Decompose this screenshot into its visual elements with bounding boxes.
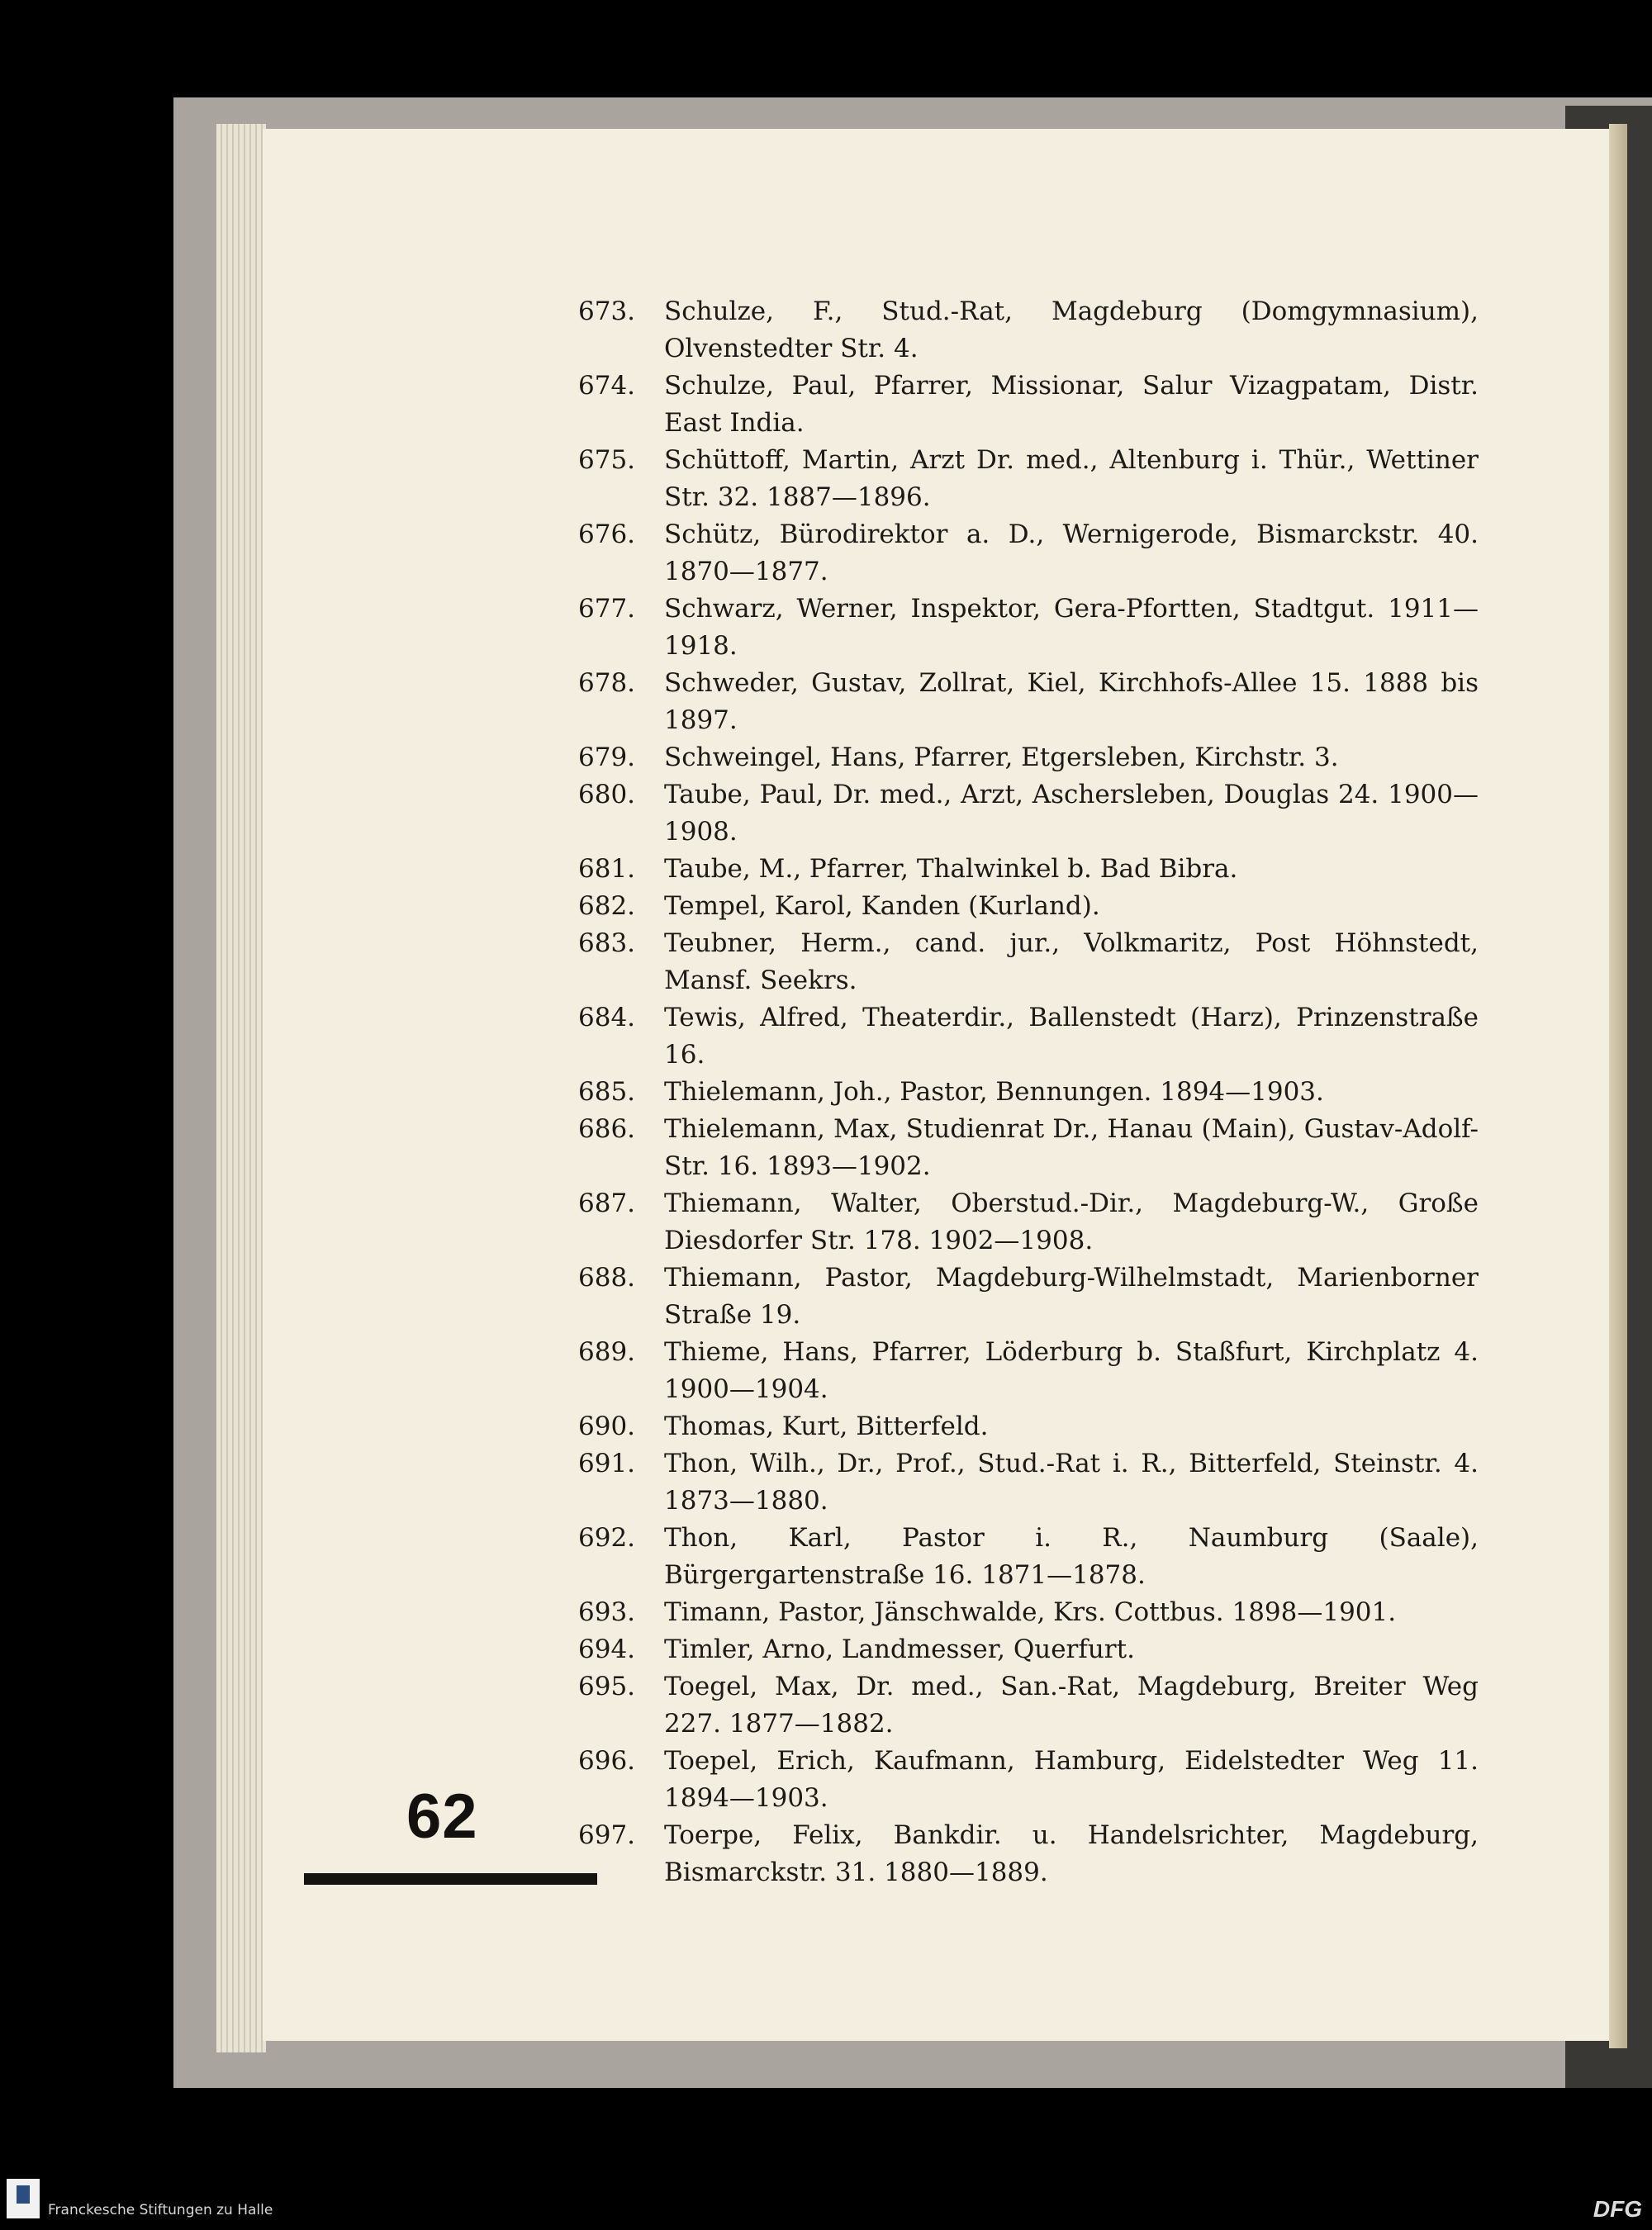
entry-number: 697.: [578, 1820, 636, 1850]
entry-number: 673.: [578, 297, 636, 326]
entry-number: 688.: [578, 1263, 636, 1293]
list-item: [578, 925, 1479, 999]
entry-number: 690.: [578, 1412, 636, 1441]
entry-text: Toegel, Max, Dr. med., San.-Rat, Magdeburg, Breiter Weg 227. 1877—1882.: [664, 1672, 1479, 1739]
entry-text: Teubner, Herm., cand. jur., Volkmaritz, Post Höhnstedt, Mansf. Seekrs.: [664, 928, 1479, 995]
entry-number: 695.: [578, 1672, 636, 1701]
list-item: [578, 1185, 1479, 1260]
entry-text: Thiemann, Walter, Oberstud.-Dir., Magdeburg-W., Große Diesdorfer Str. 178. 1902—1908.: [664, 1189, 1479, 1255]
entry-text: Schulze, F., Stud.-Rat, Magdeburg (Domgymnasium), Olvenstedter Str. 4.: [664, 297, 1479, 363]
entry-number: 689.: [578, 1337, 636, 1367]
list-item: [578, 739, 1479, 776]
list-item: [578, 1631, 1479, 1668]
entry-text: Thielemann, Max, Studienrat Dr., Hanau (Main), Gustav-Adolf-Str. 16. 1893—1902.: [664, 1114, 1479, 1181]
entry-text: Thiemann, Pastor, Magdeburg-Wilhelmstadt, Marienborner Straße 19.: [664, 1263, 1479, 1330]
entry-number: 696.: [578, 1746, 636, 1776]
entry-text: Timler, Arno, Landmesser, Querfurt.: [664, 1635, 1135, 1664]
list-item: [578, 1817, 1479, 1891]
entry-number: 694.: [578, 1635, 636, 1664]
entry-number: 685.: [578, 1077, 636, 1107]
entry-number: 678.: [578, 668, 636, 698]
entry-list: [578, 293, 1479, 1891]
list-item: [578, 851, 1479, 888]
entry-text: Tewis, Alfred, Theaterdir., Ballenstedt (Harz), Prinzenstraße 16.: [664, 1003, 1479, 1070]
list-item: [578, 293, 1479, 368]
list-item: [578, 516, 1479, 591]
page-edges: [216, 124, 266, 2052]
list-item: [578, 1408, 1479, 1445]
list-item: [578, 1668, 1479, 1743]
entry-text: Thon, Karl, Pastor i. R., Naumburg (Saale), Bürgergartenstraße 16. 1871—1878.: [664, 1523, 1479, 1590]
list-item: [578, 1260, 1479, 1334]
list-item: [578, 591, 1479, 665]
list-item: [578, 888, 1479, 925]
entry-text: Thomas, Kurt, Bitterfeld.: [664, 1412, 989, 1441]
logo-mark-icon: [17, 2185, 30, 2204]
list-item: [578, 776, 1479, 851]
entry-number: 681.: [578, 854, 636, 884]
entry-text: Taube, Paul, Dr. med., Arzt, Aschersleben, Douglas 24. 1900—1908.: [664, 780, 1479, 847]
entry-text: Thieme, Hans, Pfarrer, Löderburg b. Staßfurt, Kirchplatz 4. 1900—1904.: [664, 1337, 1479, 1404]
entry-number: 683.: [578, 928, 636, 958]
list-item: [578, 368, 1479, 442]
list-item: [578, 1334, 1479, 1408]
list-item: [578, 1743, 1479, 1817]
dfg-logo: DFG: [1593, 2196, 1642, 2222]
entry-number: 691.: [578, 1449, 636, 1478]
entry-text: Schulze, Paul, Pfarrer, Missionar, Salur Vizagpatam, Distr. East India.: [664, 371, 1479, 438]
entry-number: 693.: [578, 1597, 636, 1627]
institution-credit: Franckesche Stiftungen zu Halle: [48, 2202, 273, 2218]
list-item: [578, 1074, 1479, 1111]
entry-number: 675.: [578, 445, 636, 475]
entry-number: 677.: [578, 594, 636, 624]
entry-number: 680.: [578, 780, 636, 809]
page-number: 62: [406, 1782, 478, 1852]
entry-text: Schweder, Gustav, Zollrat, Kiel, Kirchhofs-Allee 15. 1888 bis 1897.: [664, 668, 1479, 735]
entry-number: 687.: [578, 1189, 636, 1218]
entry-number: 686.: [578, 1114, 636, 1144]
entry-text: Toerpe, Felix, Bankdir. u. Handelsrichter, Magdeburg, Bismarckstr. 31. 1880—1889.: [664, 1820, 1479, 1887]
entry-number: 676.: [578, 520, 636, 549]
list-item: [578, 665, 1479, 739]
entry-text: Schütz, Bürodirektor a. D., Wernigerode, Bismarckstr. 40. 1870—1877.: [664, 520, 1479, 586]
entry-text: Schwarz, Werner, Inspektor, Gera-Pfortten, Stadtgut. 1911—1918.: [664, 594, 1479, 661]
entry-text: Tempel, Karol, Kanden (Kurland).: [664, 891, 1100, 921]
entry-text: Schüttoff, Martin, Arzt Dr. med., Altenburg i. Thür., Wettiner Str. 32. 1887—1896.: [664, 445, 1479, 512]
entry-number: 679.: [578, 743, 636, 772]
list-item: [578, 1520, 1479, 1594]
list-item: [578, 442, 1479, 516]
entry-text: Taube, M., Pfarrer, Thalwinkel b. Bad Bibra.: [664, 854, 1238, 884]
entry-text: Timann, Pastor, Jänschwalde, Krs. Cottbus. 1898—1901.: [664, 1597, 1397, 1627]
entry-text: Thon, Wilh., Dr., Prof., Stud.-Rat i. R., Bitterfeld, Steinstr. 4. 1873—1880.: [664, 1449, 1479, 1516]
entry-number: 684.: [578, 1003, 636, 1032]
entry-number: 682.: [578, 891, 636, 921]
entry-number: 692.: [578, 1523, 636, 1553]
list-item: [578, 999, 1479, 1074]
list-item: [578, 1594, 1479, 1631]
page-number-rule: [304, 1873, 597, 1885]
entry-text: Schweingel, Hans, Pfarrer, Etgersleben, Kirchstr. 3.: [664, 743, 1339, 772]
list-item: [578, 1111, 1479, 1185]
institution-logo-icon: [7, 2179, 40, 2218]
entry-number: 674.: [578, 371, 636, 401]
page-gutter-shadow: [1609, 124, 1627, 2048]
list-item: [578, 1445, 1479, 1520]
entry-text: Thielemann, Joh., Pastor, Bennungen. 1894—1903.: [664, 1077, 1324, 1107]
entry-text: Toepel, Erich, Kaufmann, Hamburg, Eidelstedter Weg 11. 1894—1903.: [664, 1746, 1479, 1813]
